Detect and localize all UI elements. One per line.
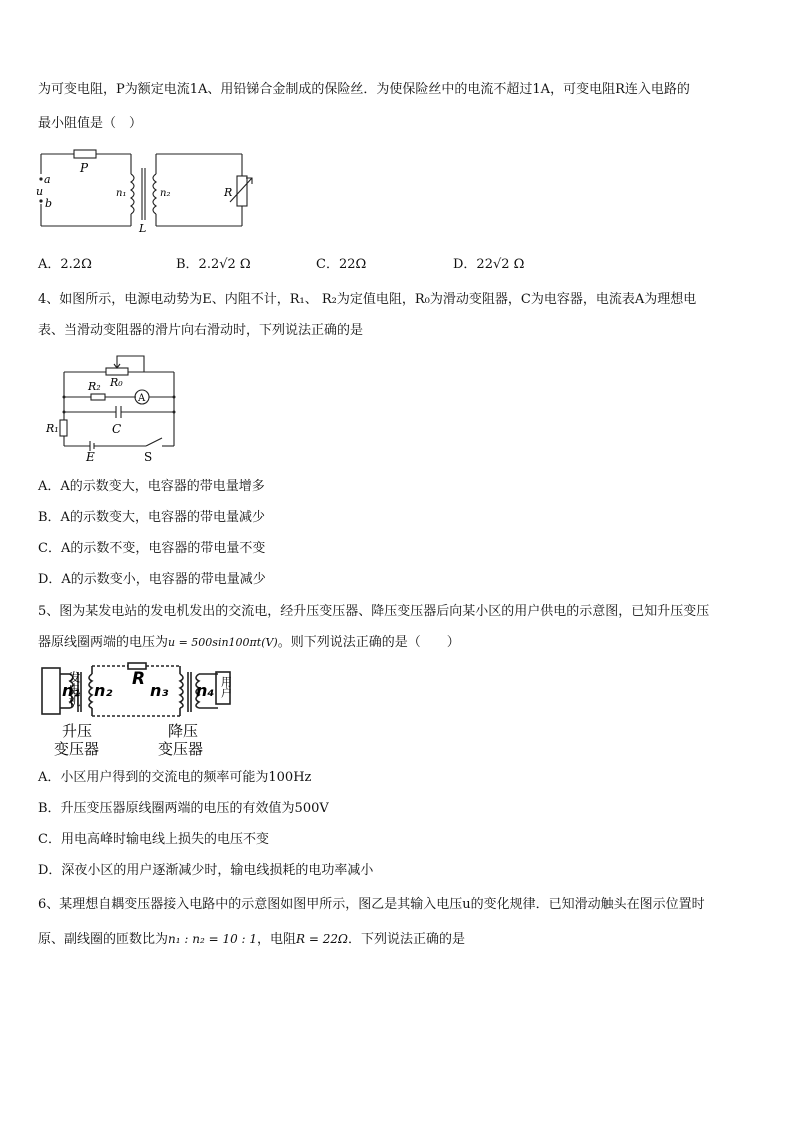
q5-option-a: A．小区用户得到的交流电的频率可能为100Hz (38, 770, 312, 785)
label-b: b (45, 197, 53, 210)
q3-option-a: A．2.2Ω (38, 257, 92, 272)
q4-text-line1: 4、如图所示，电源电动势为E、内阻不计，R₁、 R₂为定值电阻，R₀为滑动变阻器，C为电容器，电流表A为理想电 (38, 292, 697, 307)
label-c: C (112, 422, 122, 436)
q3-text-line1: 为可变电阻，P为额定电流1A、用铅锑合金制成的保险丝．为使保险丝中的电流不超过1A，可变电阻R连入电路的 (38, 82, 690, 97)
q6-turns-ratio: n₁ : n₂ = 10 : 1 (168, 932, 258, 946)
q4-capacitor-circuit (44, 352, 194, 462)
q5-voltage-formula: u = 500sin100πt(V) (168, 636, 278, 649)
label-step-up-2: 变压器 (54, 740, 100, 758)
q6-text-line1: 6、某理想自耦变压器接入电路中的示意图如图甲所示，图乙是其输入电压u的变化规律．已知滑动触头在图示位置时 (38, 897, 705, 912)
label-ammeter: A (138, 393, 146, 404)
label-generator: 发电机 (45, 671, 81, 685)
label-n2: n₂ (94, 681, 113, 700)
resistor-r2 (91, 394, 105, 400)
q4-option-d: D．A的示数变小，电容器的带电量减少 (38, 572, 266, 587)
secondary-coil (153, 174, 156, 214)
resistor-r0 (106, 368, 128, 375)
q3-option-c: C．22Ω (316, 257, 367, 272)
label-n2: n₂ (160, 188, 171, 199)
q4-option-c: C．A的示数不变，电容器的带电量不变 (38, 541, 266, 556)
q5-option-d: D．深夜小区的用户逐渐减少时，输电线损耗的电功率减小 (38, 863, 374, 878)
label-p: P (80, 161, 89, 175)
label-s: S (144, 450, 153, 464)
q5-option-c: C．用电高峰时输电线上损失的电压不变 (38, 832, 269, 847)
q4-option-a: A．A的示数变大，电容器的带电量增多 (38, 479, 265, 494)
q3-option-d: D．22√2 Ω (453, 257, 525, 272)
label-r: R (224, 186, 233, 199)
label-n1: n₁ (116, 188, 127, 199)
q6-text-line2: 原、副线圈的匝数比为n₁ : n₂ = 10 : 1，电阻R = 22Ω．下列说法正确的是 (38, 932, 465, 947)
label-r1: R₁ (46, 422, 59, 435)
variable-resistor-r (237, 176, 247, 206)
q4-text-line2: 表、当滑动变阻器的滑片向右滑动时，下列说法正确的是 (38, 323, 364, 338)
label-r2: R₂ (88, 380, 101, 393)
label-r: R (132, 669, 146, 689)
q3-text-line2: 最小阻值是（ ） (38, 116, 143, 131)
coil-n2 (89, 674, 92, 708)
label-n1: n₁ (62, 681, 81, 700)
label-n4: n₄ (196, 681, 215, 700)
label-step-down-2: 变压器 (158, 740, 204, 758)
primary-coil (131, 174, 134, 214)
label-e: E (86, 450, 95, 464)
label-a: a (44, 173, 51, 186)
q5-text-line1: 5、图为某发电站的发电机发出的交流电，经升压变压器、降压变压器后向某小区的用户供电的示意图，已知升压变压 (38, 604, 710, 619)
label-l: L (139, 222, 147, 235)
label-step-up-1: 升压 (62, 722, 93, 740)
q5-power-transmission-diagram (40, 660, 240, 760)
coil-n3 (180, 674, 183, 708)
label-user: 用户 (219, 676, 233, 698)
fuse-p (74, 150, 96, 158)
label-n3: n₃ (150, 681, 169, 700)
label-u: u (36, 185, 44, 198)
label-r0: R₀ (110, 376, 123, 389)
q4-option-b: B．A的示数变大，电容器的带电量减少 (38, 510, 265, 525)
q5-text-line2: 器原线圈两端的电压为u = 500sin100πt(V)。则下列说法正确的是（ ） (38, 635, 460, 650)
q5-option-b: B．升压变压器原线圈两端的电压的有效值为500V (38, 801, 329, 816)
label-step-down-1: 降压 (168, 722, 199, 740)
resistor-r1 (60, 420, 67, 436)
q3-transformer-circuit (36, 146, 296, 236)
q3-option-b: B．2.2√2 Ω (176, 257, 251, 272)
q6-resistance: R = 22Ω (296, 932, 348, 946)
